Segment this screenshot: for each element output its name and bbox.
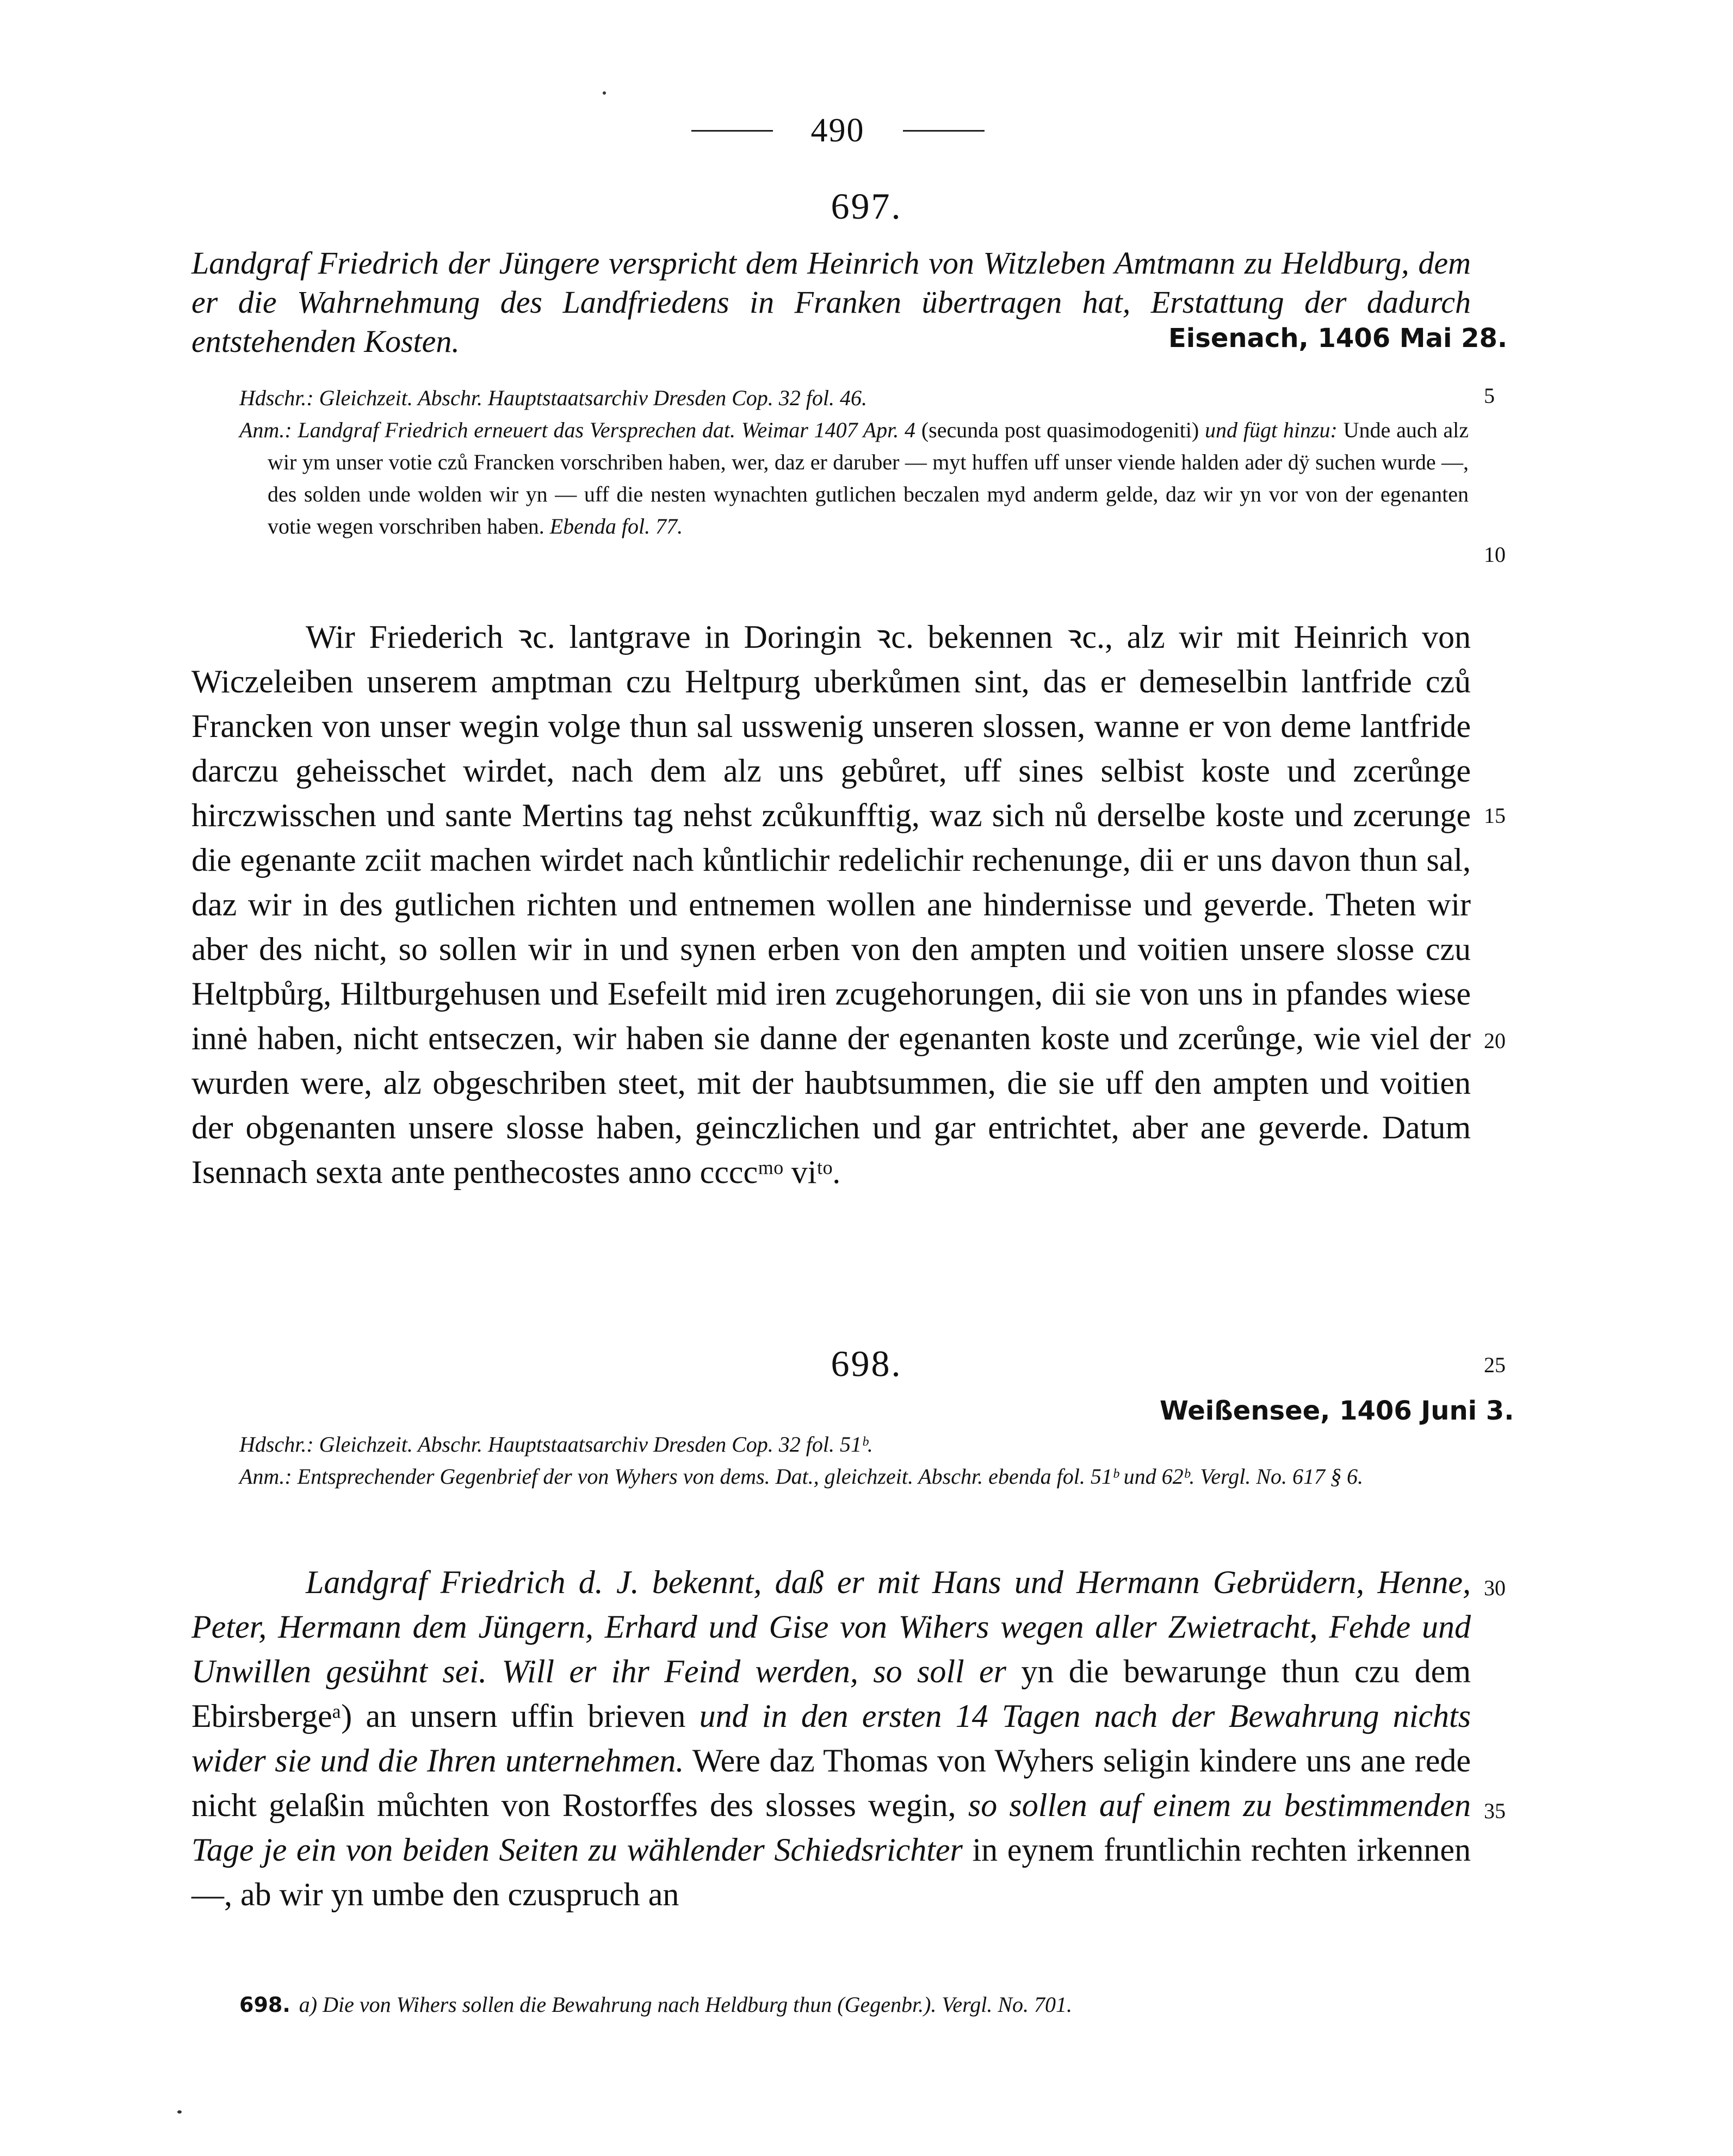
page-header <box>647 106 1028 155</box>
document-697-number: 697. <box>831 185 902 227</box>
document-697-paragraph: Wir Friederich ꝛc. lantgrave in Doringin ꝛc. bekennen ꝛc., alz wir mit Heinrich von Wiczeleiben unserem amptman czu Heltpurg uberkůmen sint, das er demeselbin lantfride czů Francken von unser wegin volge thun sal usswenig unseren slossen, wanne er von deme lantfride darczu geheisschet wirdet, nach dem alz uns gebůret, uff sines selbist koste und zcerůnge hirczwisschen und sante Mertins tag nehst zcůkunfftig, waz sich nů derselbe koste und zcerunge die egenante zciit machen wirdet nach kůntlichir redelichir rechenunge, dii er uns davon thun sal, daz wir in des gutlichen richten und entnemen wollen ane hindernisse und geverde. Theten wir aber des nicht, so sollen wir in und synen erben von den ampten und voitien unsere slosse czu Heltpbůrg, Hiltburgehusen und Esefeilt mid iren zcugehorungen, dii sie von uns in pfandes wiese innė haben, nicht entseczen, wir haben sie danne der egenanten koste und zcerůnge, wie viel der wurden were, alz obgeschriben steet, mit der haubtsummen, die sie uff den ampten und voitien der obgenanten unsere slosse haben, geinczlichen und gar entrichtet, aber ane geverde. Datum Isennach sexta ante penthecostes anno ccccᵐᵒ viᵗᵒ. <box>191 619 1471 1190</box>
print-speck <box>177 2110 182 2114</box>
document-697-dateline: Eisenach, 1406 Mai 28. <box>1168 323 1508 354</box>
document-697-text <box>191 615 1471 1194</box>
note-anm: Anm.: Landgraf Friedrich erneuert das Versprechen dat. Weimar 1407 Apr. 4 (secunda post quasimodogeniti) und fügt hinzu: Unde auch alz wir ym unser votie czů Francken vorschriben haben, wer, daz er daruber — myt huffen uff unser viende halden ader dÿ suchen wurde —, des solden unde wolden wir yn — uff die nesten wynachten gutlichen beczalen myd anderm gelde, daz wir yn vor von der egenanten votie wegen vorschriben haben. Ebenda fol. 77. <box>239 418 1469 538</box>
page-number: 490 <box>810 111 865 149</box>
header-rule-right <box>903 130 985 132</box>
line-number: 15 <box>1484 803 1506 828</box>
document-698-number: 698. <box>831 1343 902 1384</box>
line-number: 25 <box>1484 1353 1506 1377</box>
note-hdschr: Hdschr.: Gleichzeit. Abschr. Hauptstaatsarchiv Dresden Cop. 32 fol. 46. <box>239 386 868 410</box>
line-number: 30 <box>1484 1576 1506 1600</box>
footnote-number: 698. <box>239 1993 290 2017</box>
document-698-dateline: Weißensee, 1406 Juni 3. <box>1160 1396 1514 1426</box>
line-number: 35 <box>1484 1799 1506 1823</box>
print-speck <box>603 91 606 95</box>
footnote-text: a) Die von Wihers sollen die Bewahrung nach Heldburg thun (Gegenbr.). Vergl. No. 701. <box>299 1992 1073 2017</box>
document-698-text <box>191 1560 1471 1917</box>
header-rule-left <box>691 130 773 132</box>
note-hdschr: Hdschr.: Gleichzeit. Abschr. Hauptstaatsarchiv Dresden Cop. 32 fol. 51ᵇ. <box>239 1432 873 1457</box>
line-number: 10 <box>1484 542 1506 567</box>
document-697-summary: Landgraf Friedrich der Jüngere verspricht dem Heinrich von Witzleben Amtmann zu Heldburg, dem er die Wahrnehmung des Landfriedens in Franken übertragen hat, Erstattung der dadurch entstehenden Kosten. <box>191 245 1471 359</box>
document-698-notes <box>239 1428 1469 1492</box>
line-number: 5 <box>1484 383 1495 408</box>
note-anm: Anm.: Entsprechender Gegenbrief der von Wyhers von dems. Dat., gleichzeit. Abschr. ebenda fol. 51ᵇ und 62ᵇ. Vergl. No. 617 § 6. <box>239 1464 1364 1489</box>
document-697-notes <box>239 382 1469 542</box>
document-698-paragraph: Landgraf Friedrich d. J. bekennt, daß er mit Hans und Hermann Gebrüdern, Henne, Peter, Hermann dem Jüngern, Erhard und Gise von Wihers wegen aller Zwietracht, Fehde und Unwillen gesühnt sei. Will er ihr Feind werden, so soll er yn die bewarunge thun czu dem Ebirsbergeᵃ) an unsern uffin brieven und in den ersten 14 Tagen nach der Bewahrung nichts wider sie und die Ihren unternehmen. Were daz Thomas von Wyhers seligin kindere uns ane rede nicht gelaßin můchten von Rostorffes des slosses wegin, so sollen auf einem zu bestimmenden Tage je ein von beiden Seiten zu wählender Schiedsrichter in eynem fruntlichin rechten irkennen —, ab wir yn umbe den czuspruch an <box>191 1564 1471 1912</box>
line-number: 20 <box>1484 1029 1506 1053</box>
footnote <box>239 1992 1072 2017</box>
